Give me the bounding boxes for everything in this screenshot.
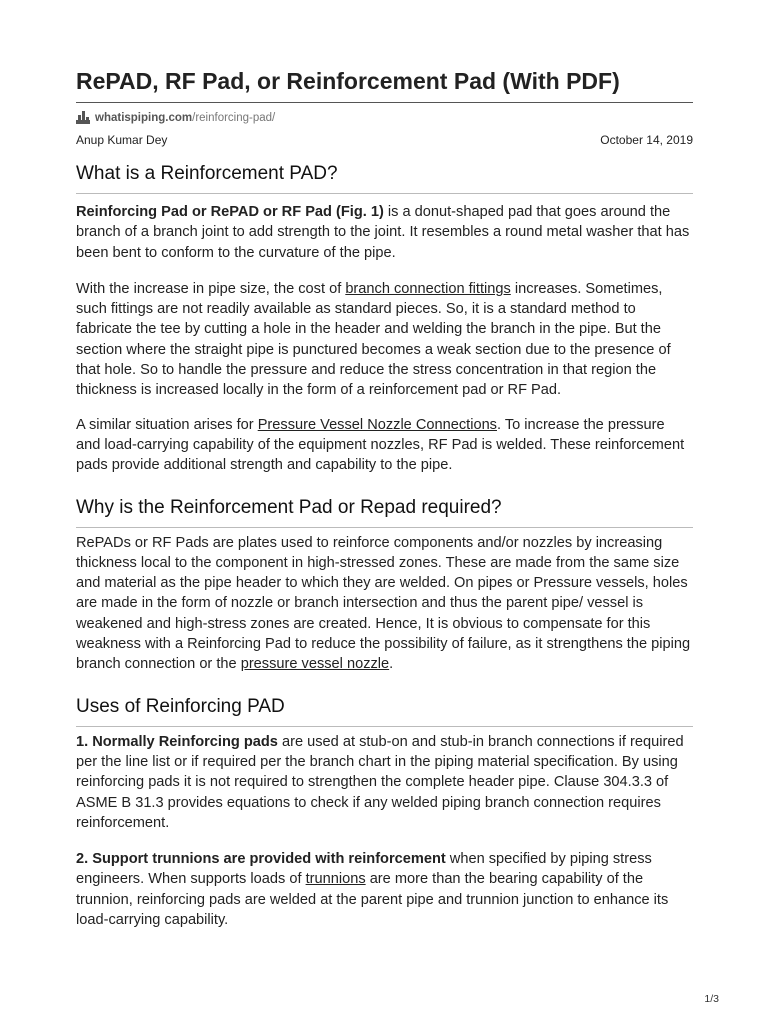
section-heading-why-required: Why is the Reinforcement Pad or Repad required?	[76, 496, 502, 518]
byline	[76, 133, 693, 147]
section-heading-what-is: What is a Reinforcement PAD?	[76, 163, 338, 184]
page-title: RePAD, RF Pad, or Reinforcement Pad (With PDF)	[76, 68, 620, 94]
source-domain[interactable]: whatispiping.com	[95, 112, 193, 124]
paragraph: Reinforcing Pad or RePAD or RF Pad (Fig. 1) is a donut-shaped pad that goes around the branch of a branch joint to add strength to the joint. It resembles a round metal washer that has been bent to conform to the curvature of the pipe.	[76, 204, 690, 261]
bold-term: 2. Support trunnions are provided with reinforcement	[76, 851, 446, 868]
section-divider	[76, 193, 693, 194]
source-link[interactable]	[76, 110, 693, 126]
publish-date: October 14, 2019	[600, 133, 693, 147]
document-page	[76, 0, 693, 930]
paragraph: RePADs or RF Pads are plates used to reinforce components and/or nozzles by increasing thickness local to the component in high-stressed zones. These are made from the same size and material as the pipe header to which they are welded. On pipes or Pressure vessels, holes are made in the form of nozzle or branch intersection and thus the parent pipe/ vessel is weakened and high-stress zones are created. Hence, It is obvious to compensate for this weakness with a Reinforcing Pad to reduce the possibility of failure, as it strengthens the piping branch connection or the pressure vessel nozzle.	[76, 534, 691, 673]
section-divider	[76, 527, 693, 528]
paragraph: 1. Normally Reinforcing pads are used at stub-on and stub-in branch connections if required per the line list or if required per the branch chart in the piping material specification. By using reinforcing pads it is not required to strengthen the complete header pipe. Clause 304.3.3 of ASME B 31.3 provides equations to check if any welded piping branch connection requires reinforcement.	[76, 733, 684, 831]
paragraph: 2. Support trunnions are provided with reinforcement when specified by piping stress engineers. When supports loads of trunnions are more than the bearing capability of the trunnion, reinforcing pads are welded at the parent pipe and trunnion junction to enhance its load-carrying capability.	[76, 851, 669, 929]
title-divider	[76, 102, 693, 103]
page-number: 1/3	[704, 993, 719, 1005]
section-heading-uses: Uses of Reinforcing PAD	[76, 695, 285, 717]
link-pressure-vessel-nozzle-connections[interactable]: Pressure Vessel Nozzle Connections	[257, 416, 497, 433]
bold-term: 1. Normally Reinforcing pads	[76, 733, 278, 750]
section-divider	[76, 726, 693, 727]
paragraph: With the increase in pipe size, the cost of branch connection fittings increases. Sometimes, such fittings are not readily available as standard pieces. So, it is a standard method to fabricate the tee by cutting a hole in the header and welding the branch in the pipe. But the section where the straight pipe is punctured becomes a weak section due to the presence of that hole. So to handle the pressure and reduce the stress concentration in that region the thickness is increased locally in the form of a reinforcement pad or RF Pad.	[76, 280, 671, 399]
site-logo-icon	[76, 111, 90, 125]
author: Anup Kumar Dey	[76, 133, 168, 147]
bold-term: Reinforcing Pad or RePAD or RF Pad (Fig. 1)	[76, 204, 384, 220]
source-path[interactable]: /reinforcing-pad/	[192, 112, 276, 124]
link-trunnions[interactable]: trunnions	[305, 871, 366, 888]
link-branch-connection-fittings[interactable]: branch connection fittings	[345, 280, 511, 297]
paragraph: A similar situation arises for Pressure Vessel Nozzle Connections. To increase the pressure and load-carrying capability of the equipment nozzles, RF Pad is welded. These reinforcement pads provide additional strength and capability to the pipe.	[76, 416, 685, 474]
link-pressure-vessel-nozzle[interactable]: pressure vessel nozzle	[240, 656, 390, 673]
